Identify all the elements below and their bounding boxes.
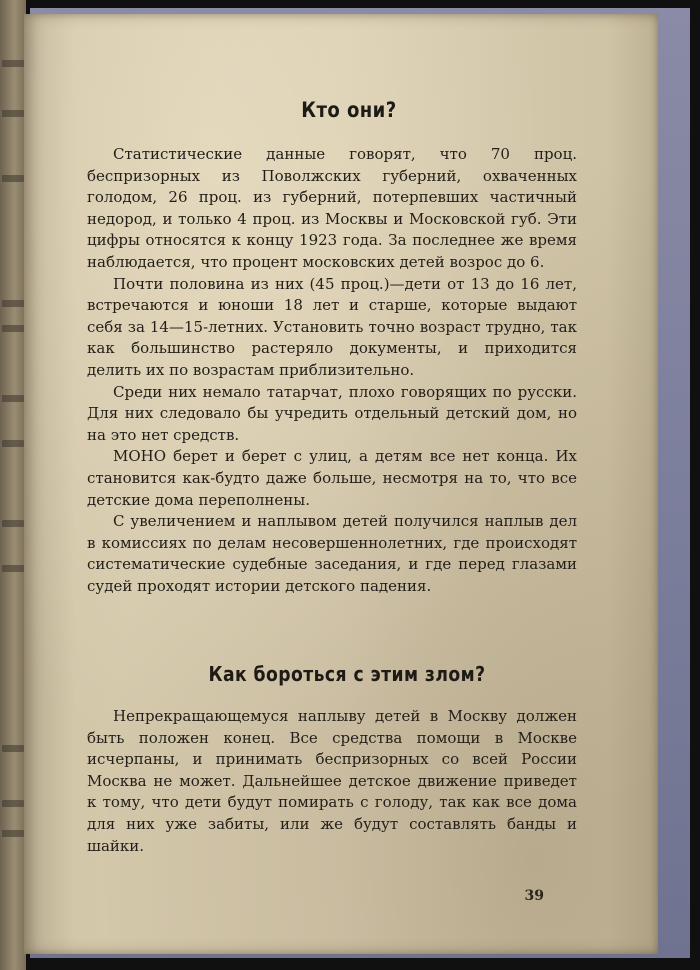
paragraph: Статистические данные говорят, что 70 проц. беспризорных из Поволжских губерний, охваченных голодом, 26 проц. из губерний, потерпевших частичный недород, и только 4 проц. из Москвы и Московской губ. Эти цифры относятся к концу 1923 года. За последнее же время наблюдается, что процент московских детей возрос до 6. xyxy=(87,145,577,271)
paragraph: Среди них немало татарчат, плохо говорящих по русски. Для них следовало бы учредить отдельный детский дом, но на это нет средств. xyxy=(87,382,577,444)
book-page xyxy=(24,14,658,954)
paragraph: Почти половина из них (45 проц.)—дети от 13 до 16 лет, встречаются и юноши 18 лет и старше, которые выдают себя за 14—15-летних. Установить точно возраст трудно, так как большинство растеряло документы, и приходится делить их по возрастам приблизительно. xyxy=(87,274,577,379)
left-page-text-fragment xyxy=(2,800,24,807)
left-page-text-fragment xyxy=(2,175,24,182)
left-page-text-fragment xyxy=(2,110,24,117)
left-page-text-fragment xyxy=(2,325,24,332)
paragraph: С увеличением и наплывом детей получился наплыв дел в комиссиях по делам несовершеннолетних, где происходят систематические судебные заседания, и где перед глазами судей проходят истории детского падения. xyxy=(87,512,577,595)
page-number: 39 xyxy=(524,888,544,904)
left-page-text-fragment xyxy=(2,830,24,837)
left-page-text-fragment xyxy=(2,300,24,307)
left-page-text-fragment xyxy=(2,440,24,447)
left-page-text-fragment xyxy=(2,565,24,572)
section-heading-how-to-fight: Как бороться с этим злом? xyxy=(208,662,486,686)
paragraph: Непрекращающемуся наплыву детей в Москву должен быть положен конец. Все средства помощи в Москве исчерпаны, и принимать беспризорных со всей России Москва не может. Дальнейшее детское движение приведет к тому, что дети будут помирать с голоду, так как все дома для них уже забиты, или же будут составлять банды и шайки. xyxy=(87,707,577,855)
section-2-body xyxy=(87,706,577,857)
paragraph: МОНО берет и берет с улиц, а детям все нет конца. Их становится как-будто даже больше, несмотря на то, что все детские дома переполнены. xyxy=(87,447,577,509)
left-page-edge xyxy=(0,0,26,970)
left-page-text-fragment xyxy=(2,395,24,402)
left-page-text-fragment xyxy=(2,745,24,752)
left-page-text-fragment xyxy=(2,520,24,527)
left-page-text-fragment xyxy=(2,60,24,67)
section-heading-who-are-they: Кто они? xyxy=(301,98,397,122)
section-1-body xyxy=(87,144,577,597)
